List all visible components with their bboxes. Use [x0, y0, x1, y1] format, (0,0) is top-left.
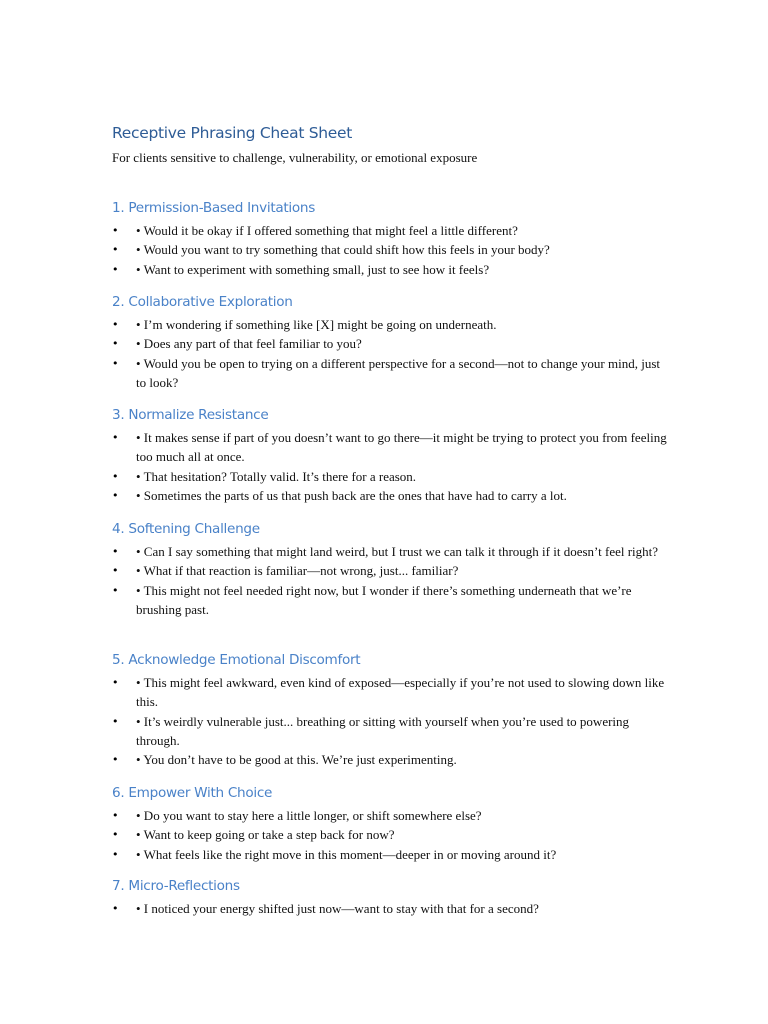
item-text: • I’m wondering if something like [X] might be going on underneath. — [136, 317, 497, 332]
item-text: • Would you be open to trying on a different perspective for a second—not to change your mind, just to look? — [136, 355, 660, 390]
item-list — [112, 806, 672, 864]
list-item — [112, 750, 672, 769]
list-item — [112, 428, 672, 467]
bullet-icon: • — [112, 545, 119, 558]
item-list — [112, 315, 672, 392]
list-item — [112, 899, 672, 918]
item-text: • What feels like the right move in this moment—deeper in or moving around it? — [136, 846, 557, 862]
item-text: • You don’t have to be good at this. We’re just experimenting. — [136, 752, 457, 768]
item-text: • Does any part of that feel familiar to you? — [136, 336, 362, 352]
item-list — [112, 221, 672, 279]
item-text: • Want to keep going or take a step back for now? — [136, 827, 395, 843]
list-item — [112, 354, 672, 393]
bullet-icon: • — [112, 469, 119, 483]
section-heading: 7. Micro-Reflections — [112, 878, 240, 894]
list-item — [112, 240, 672, 259]
list-item — [112, 673, 672, 712]
item-list — [112, 428, 672, 505]
item-text: • That hesitation? Totally valid. It’s there for a reason. — [136, 468, 417, 484]
bullet-icon: • — [112, 714, 119, 728]
bullet-icon: • — [112, 847, 119, 861]
document-title: Receptive Phrasing Cheat Sheet — [112, 124, 353, 142]
section-normalize-resistance — [112, 407, 672, 505]
list-item — [112, 260, 672, 279]
item-list — [112, 673, 672, 769]
bullet-icon: • — [112, 828, 119, 842]
bullet-icon: • — [112, 262, 119, 276]
list-item — [112, 845, 672, 864]
bullet-icon: • — [112, 337, 119, 351]
list-item — [112, 806, 672, 825]
item-text: • Do you want to stay here a little longer, or shift somewhere else? — [136, 808, 482, 823]
list-item — [112, 221, 672, 240]
section-empower-with-choice — [112, 785, 672, 864]
list-item — [112, 712, 672, 751]
bullet-icon: • — [112, 224, 119, 237]
item-text: • What if that reaction is familiar—not wrong, just... familiar? — [136, 563, 459, 579]
bullet-icon: • — [112, 753, 119, 767]
section-heading: 4. Softening Challenge — [112, 521, 260, 537]
bullet-icon: • — [112, 583, 119, 597]
section-heading: 3. Normalize Resistance — [112, 407, 269, 423]
bullet-icon: • — [112, 564, 119, 578]
list-item — [112, 542, 672, 561]
list-item — [112, 467, 672, 486]
section-acknowledge-emotional-discomfort — [112, 652, 672, 769]
section-collaborative-exploration — [112, 294, 672, 392]
section-heading: 2. Collaborative Exploration — [112, 294, 293, 310]
bullet-icon: • — [112, 318, 119, 331]
bullet-icon: • — [112, 676, 119, 689]
list-item — [112, 334, 672, 353]
item-text: • Would you want to try something that could shift how this feels in your body? — [136, 242, 550, 258]
bullet-icon: • — [112, 902, 119, 915]
list-item — [112, 486, 672, 505]
bullet-icon: • — [112, 431, 119, 444]
item-text: • This might feel awkward, even kind of exposed—especially if you’re not used to slowing down like this. — [136, 675, 665, 710]
item-text: • I noticed your energy shifted just now—want to stay with that for a second? — [136, 901, 539, 916]
item-text: • Sometimes the parts of us that push back are the ones that have had to carry a lot. — [136, 487, 567, 503]
section-permission-based-invitations — [112, 200, 672, 279]
bullet-icon: • — [112, 809, 119, 822]
item-text: • Can I say something that might land weird, but I trust we can talk it through if it doesn’t feel right? — [136, 544, 659, 559]
item-list — [112, 899, 672, 918]
list-item — [112, 561, 672, 580]
section-micro-reflections — [112, 878, 672, 918]
item-text: • It makes sense if part of you doesn’t want to go there—it might be trying to protect you from feeling too much all at once. — [136, 430, 667, 465]
document-subtitle: For clients sensitive to challenge, vulnerability, or emotional exposure — [112, 150, 478, 165]
item-text: • It’s weirdly vulnerable just... breathing or sitting with yourself when you’re used to powering through. — [136, 713, 630, 748]
bullet-icon: • — [112, 243, 119, 257]
list-item — [112, 825, 672, 844]
list-item — [112, 581, 672, 620]
item-list — [112, 542, 672, 619]
section-heading: 6. Empower With Choice — [112, 785, 273, 801]
section-heading: 1. Permission-Based Invitations — [112, 200, 316, 216]
section-heading: 5. Acknowledge Emotional Discomfort — [112, 652, 361, 668]
list-item — [112, 315, 672, 334]
item-text: • Want to experiment with something small, just to see how it feels? — [136, 261, 490, 277]
bullet-icon: • — [112, 356, 119, 370]
item-text: • This might not feel needed right now, but I wonder if there’s something underneath that we’re brushing past. — [136, 582, 632, 617]
item-text: • Would it be okay if I offered something that might feel a little different? — [136, 223, 518, 238]
section-softening-challenge — [112, 521, 672, 619]
bullet-icon: • — [112, 488, 119, 502]
